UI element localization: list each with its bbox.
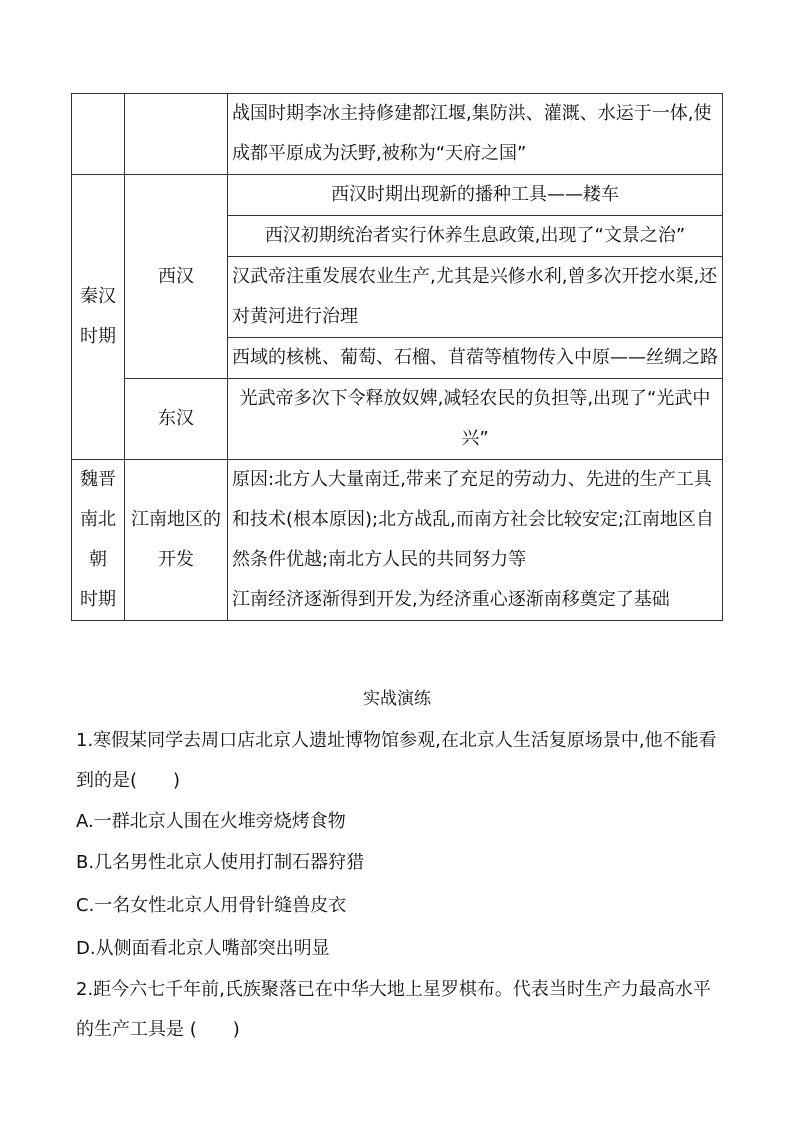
question-1-stem: 1.寒假某同学去周口店北京人遗址博物馆参观,在北京人生活复原场景中,他不能看到的是( ) (76, 730, 717, 791)
jiangnan-reason: 原因:北方人大量南迁,带来了充足的劳动力、先进的生产工具和技术(根本原因);北方战乱,而南方社会比较安定;江南地区自然条件优越;南北方人民的共同努力等 (232, 469, 714, 570)
period-label: 秦汉 (80, 286, 116, 307)
jiangnan-result: 江南经济逐渐得到开发,为经济重心逐渐南移奠定了基础 (232, 589, 670, 610)
weijin-period-cell (72, 460, 125, 621)
period-label: 南北 (80, 509, 116, 530)
period-label: 朝 (89, 549, 107, 570)
period-label: 时期 (80, 326, 116, 347)
table-row (72, 460, 723, 621)
donghan-item: 光武帝多次下令释放奴婢,减轻农民的负担等,出现了“光武中兴” (228, 379, 723, 460)
question-2-stem: 2.距今六七千年前,氏族聚落已在中华大地上星罗棋布。代表当时生产力最高水平的生产工具是 ( ) (76, 979, 711, 1040)
xihan-label: 西汉 (125, 175, 228, 379)
xihan-item: 西域的核桃、葡萄、石榴、苜蓿等植物传入中原——丝绸之路 (228, 338, 723, 379)
xihan-item: 西汉初期统治者实行休养生息政策,出现了“文景之治” (228, 216, 723, 257)
history-summary-table (71, 93, 723, 621)
table-row (72, 379, 723, 460)
xihan-item: 汉武帝注重发展农业生产,尤其是兴修水利,曾多次开挖水渠,还对黄河进行治理 (228, 257, 723, 338)
donghan-label: 东汉 (125, 379, 228, 460)
jiangnan-label: 开发 (158, 549, 194, 570)
qinhan-period-cell (72, 175, 125, 460)
table-cell (125, 94, 228, 175)
practice-title: 实战演练 (363, 689, 431, 709)
table-row (72, 175, 723, 216)
period-label: 时期 (80, 589, 116, 610)
jiangnan-label-cell (125, 460, 228, 621)
question-1-option-d: D.从侧面看北京人嘴部突出明显 (76, 938, 330, 959)
dujiangyan-cell: 战国时期李冰主持修建都江堰,集防洪、灌溉、水运于一体,使成都平原成为沃野,被称为“天府之国” (228, 94, 723, 175)
table-row (72, 94, 723, 175)
table-cell (72, 94, 125, 175)
xihan-item: 西汉时期出现新的播种工具——耧车 (228, 175, 723, 216)
jiangnan-label: 江南地区的 (131, 509, 221, 530)
question-1-option-c: C.一名女性北京人用骨针缝兽皮衣 (76, 895, 347, 916)
period-label: 魏晋 (80, 469, 116, 490)
jiangnan-detail-cell (228, 460, 723, 621)
question-1-option-b: B.几名男性北京人使用打制石器狩猎 (76, 852, 365, 873)
question-1-option-a: A.一群北京人围在火堆旁烧烤食物 (76, 811, 346, 832)
